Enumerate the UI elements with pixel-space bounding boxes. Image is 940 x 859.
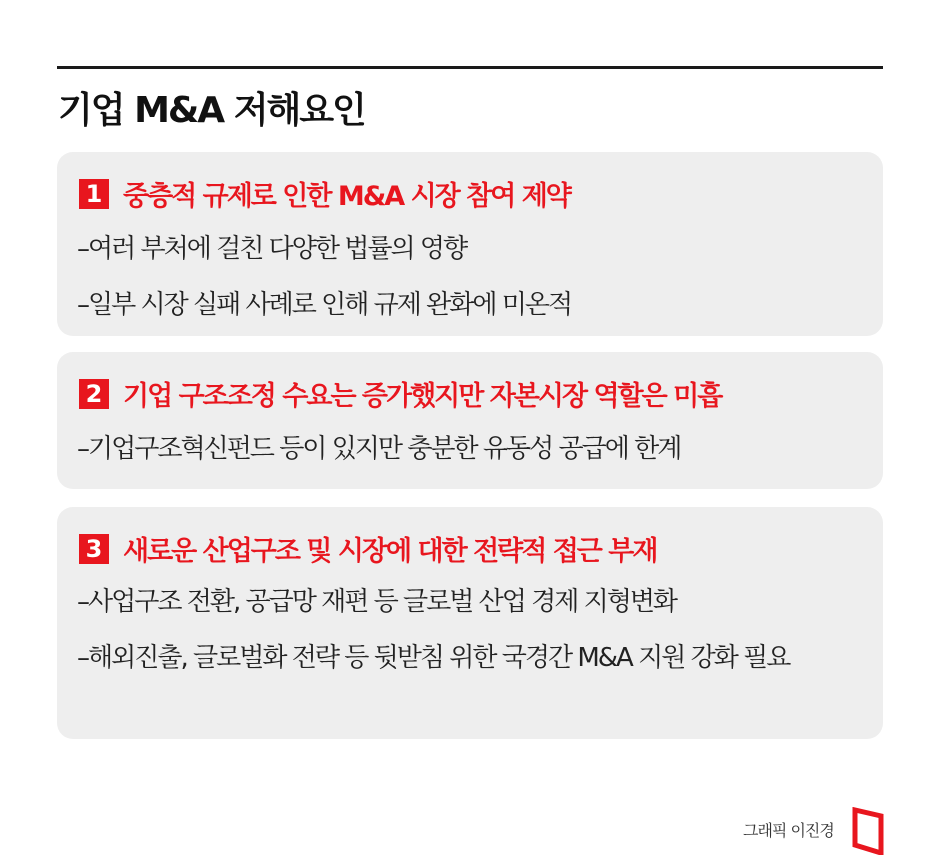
factor-title-3: 새로운 산업구조 및 시장에 대한 전략적 접근 부재	[123, 536, 657, 567]
graphic-credit: 그래픽 이진경	[743, 821, 834, 840]
number-badge-3: 3	[79, 534, 109, 564]
factor-card-2	[57, 352, 883, 489]
factor-card-3	[57, 507, 883, 739]
number-badge-2: 2	[79, 379, 109, 409]
bullet-item: –기업구조혁신펀드 등이 있지만 충분한 유동성 공급에 한계	[77, 434, 681, 464]
top-rule	[57, 66, 883, 69]
page-title: 기업 M&A 저해요인	[58, 90, 365, 131]
factor-title-2: 기업 구조조정 수요는 증가했지만 자본시장 역할은 미흡	[123, 381, 722, 412]
bullet-item: –여러 부처에 걸친 다양한 법률의 영향	[77, 234, 467, 264]
factor-heading-1	[79, 174, 570, 213]
bullet-item: –사업구조 전환, 공급망 재편 등 글로벌 산업 경제 지형변화	[77, 587, 677, 617]
bullet-item: –일부 시장 실패 사례로 인해 규제 완화에 미온적	[77, 290, 572, 320]
factor-card-1	[57, 152, 883, 336]
publisher-logo-icon	[852, 807, 884, 855]
factor-heading-3	[79, 529, 656, 568]
bullet-item: –해외진출, 글로벌화 전략 등 뒷받침 위한 국경간 M&A 지원 강화 필요	[77, 643, 790, 673]
factor-title-1: 중층적 규제로 인한 M&A 시장 참여 제약	[123, 181, 570, 212]
number-badge-1: 1	[79, 179, 109, 209]
factor-heading-2	[79, 374, 721, 413]
